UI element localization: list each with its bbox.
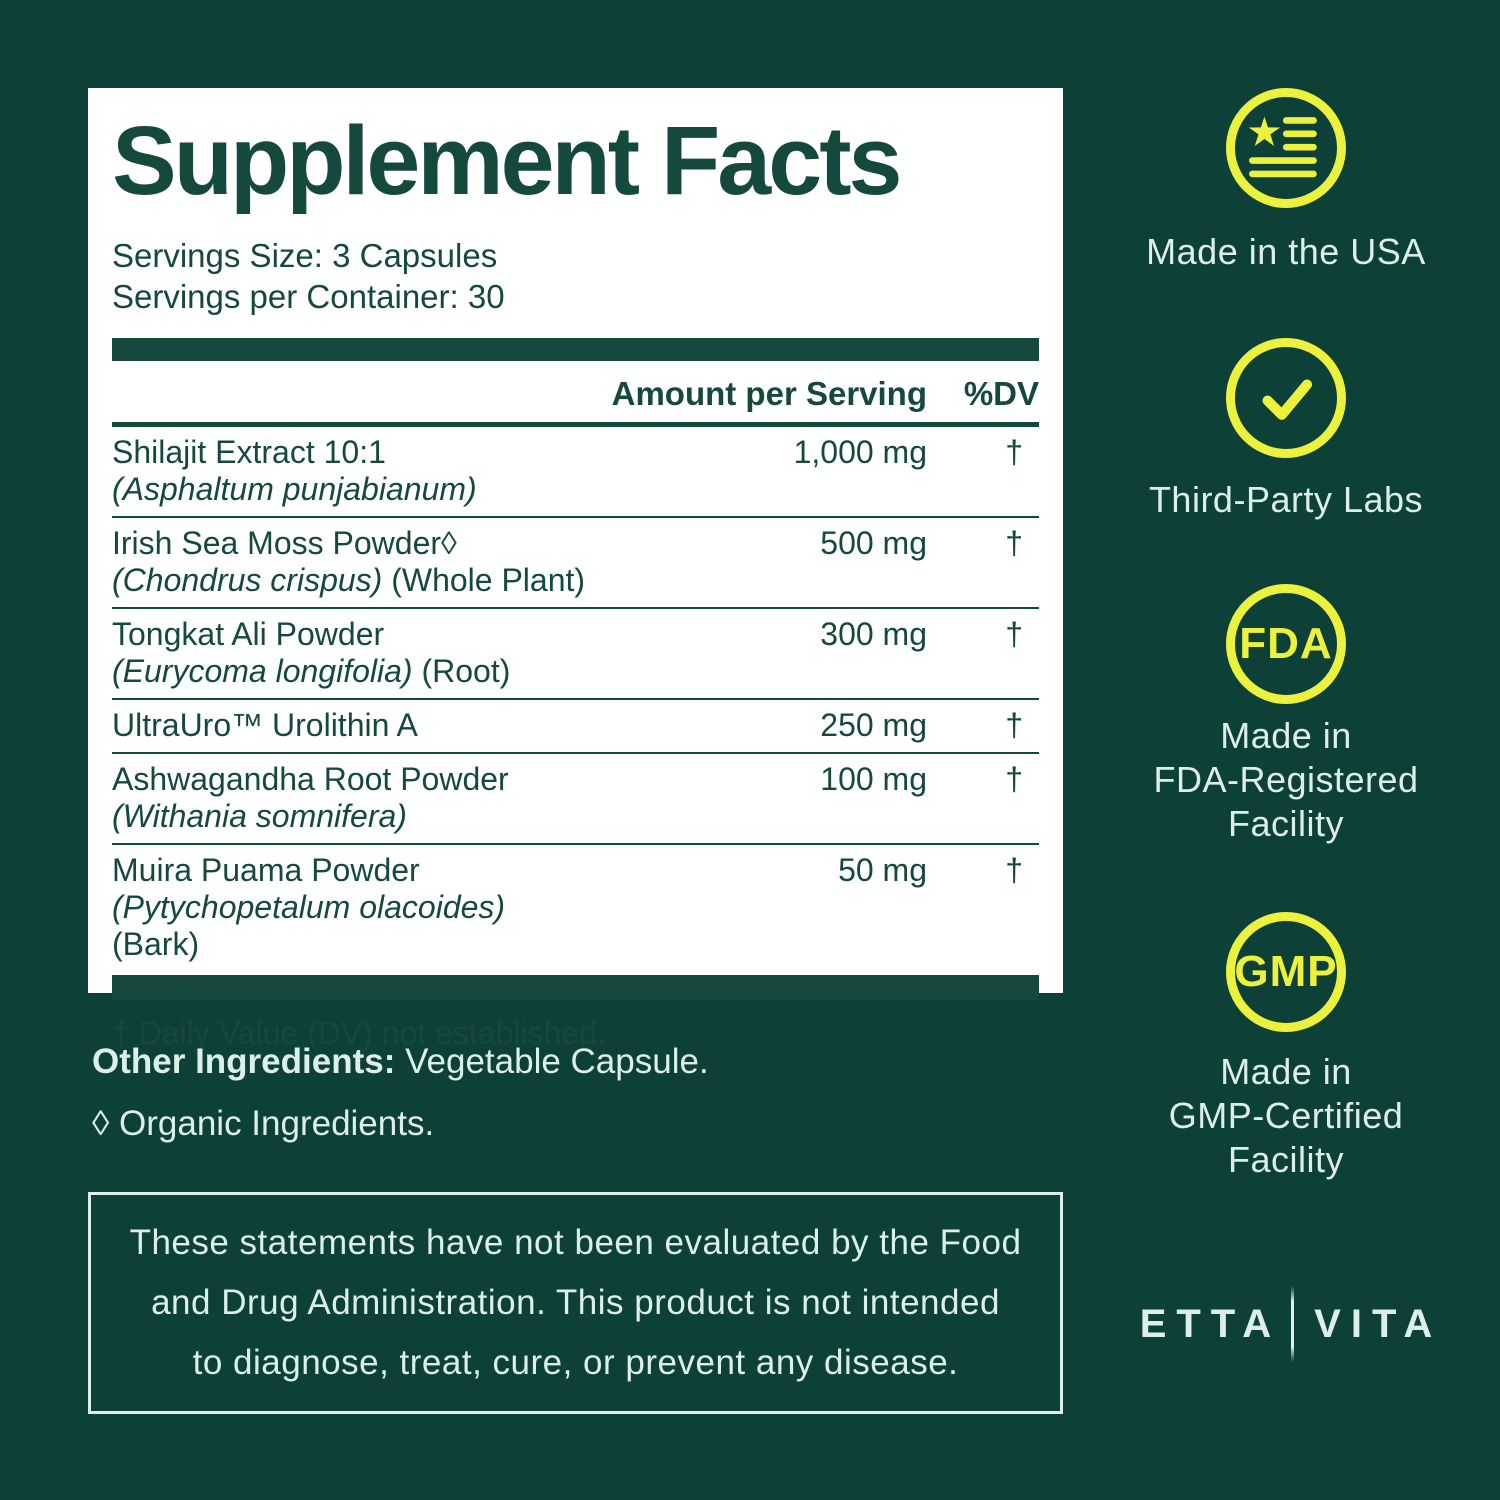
facts-table-header: [112, 361, 1039, 427]
dv-footnote: † Daily Value (DV) not established.: [112, 1015, 606, 1051]
organic-ingredients-note: ◊ Organic Ingredients.: [92, 1104, 435, 1143]
ingredient-amount: 50 mg: [838, 852, 927, 888]
col-amount-per-serving: Amount per Serving: [611, 375, 927, 412]
ingredient-amount: 500 mg: [820, 525, 927, 561]
usa-badge-circle: [1226, 88, 1346, 208]
ingredient-dv: †: [1005, 707, 1023, 743]
usa-badge-label: Made in the USA: [1146, 231, 1426, 272]
ingredient-amount: 100 mg: [820, 761, 927, 797]
ingredient-latin: (Pytychopetalum olacoides) (Bark): [112, 889, 506, 962]
divider-bar-bottom: [112, 975, 1039, 1000]
ingredient-name: Ashwagandha Root Powder: [112, 761, 509, 797]
brand-logo: [1139, 1286, 1443, 1362]
ingredient-name: UltraUro™ Urolithin A: [112, 707, 418, 743]
brand-logo-vita: VITA: [1314, 1301, 1443, 1346]
other-ingredients: [92, 1042, 709, 1082]
gmp-badge-label: Made in GMP-Certified Facility: [1168, 1051, 1404, 1180]
usa-flag-icon: [1249, 115, 1323, 181]
ingredient-row-shilajit: [112, 427, 1039, 518]
ingredient-dv: †: [1005, 525, 1023, 561]
ingredient-latin: (Asphaltum punjabianum): [112, 471, 477, 507]
fda-badge-circle: [1226, 584, 1346, 704]
serving-size: Servings Size: 3 Capsules: [112, 237, 498, 274]
ingredient-name: Shilajit Extract 10:1: [112, 434, 386, 470]
facts-title: Supplement Facts: [112, 106, 900, 215]
ingredient-row-sea-moss: [112, 518, 1039, 609]
servings-per-container: Servings per Container: 30: [112, 278, 505, 315]
ingredient-name: Tongkat Ali Powder: [112, 616, 385, 652]
ingredient-dv: †: [1005, 761, 1023, 797]
divider-bar-top: [112, 338, 1039, 361]
servings-info: [112, 235, 1039, 317]
disclaimer-line: and Drug Administration. This product is not intended: [151, 1283, 1000, 1322]
ingredient-dv: †: [1005, 852, 1023, 888]
brand-logo-etta: ETTA: [1139, 1301, 1282, 1346]
certification-badges-column: [1088, 88, 1484, 1362]
ingredient-latin: (Withania somnifera): [112, 798, 407, 834]
ingredient-name: Irish Sea Moss Powder◊: [112, 525, 457, 561]
labs-badge-label: Third-Party Labs: [1148, 479, 1424, 520]
logo-divider: [1291, 1286, 1294, 1362]
ingredient-row-urolithin: [112, 700, 1039, 754]
col-dv: %DV: [963, 375, 1039, 412]
ingredient-row-muira-puama: [112, 845, 1039, 971]
ingredient-latin: (Chondrus crispus) (Whole Plant): [112, 562, 586, 598]
other-ingredients-label: Other Ingredients:: [92, 1042, 396, 1081]
other-ingredients-value: Vegetable Capsule.: [395, 1042, 709, 1081]
fda-disclaimer-box: [88, 1192, 1063, 1414]
ingredient-name: Muira Puama Powder: [112, 852, 420, 888]
fda-badge-text: FDA: [1239, 619, 1333, 668]
gmp-badge-text: GMP: [1234, 947, 1338, 996]
gmp-badge-circle: [1226, 912, 1346, 1032]
ingredient-latin: (Eurycoma longifolia) (Root): [112, 653, 511, 689]
ingredient-amount: 300 mg: [820, 616, 927, 652]
ingredient-amount: 250 mg: [820, 707, 927, 743]
ingredient-row-ashwagandha: [112, 754, 1039, 845]
fda-badge-label: Made in FDA-Registered Facility: [1153, 715, 1419, 844]
ingredient-dv: †: [1005, 434, 1023, 470]
labs-badge-circle: [1226, 338, 1346, 458]
ingredient-dv: †: [1005, 616, 1023, 652]
supplement-facts-panel: [88, 88, 1063, 1051]
disclaimer-line: to diagnose, treat, cure, or prevent any disease.: [192, 1343, 959, 1382]
checkmark-icon: [1244, 356, 1328, 440]
ingredient-amount: 1,000 mg: [793, 434, 927, 470]
ingredient-row-tongkat: [112, 609, 1039, 700]
disclaimer-line: These statements have not been evaluated by the Food: [129, 1223, 1022, 1262]
